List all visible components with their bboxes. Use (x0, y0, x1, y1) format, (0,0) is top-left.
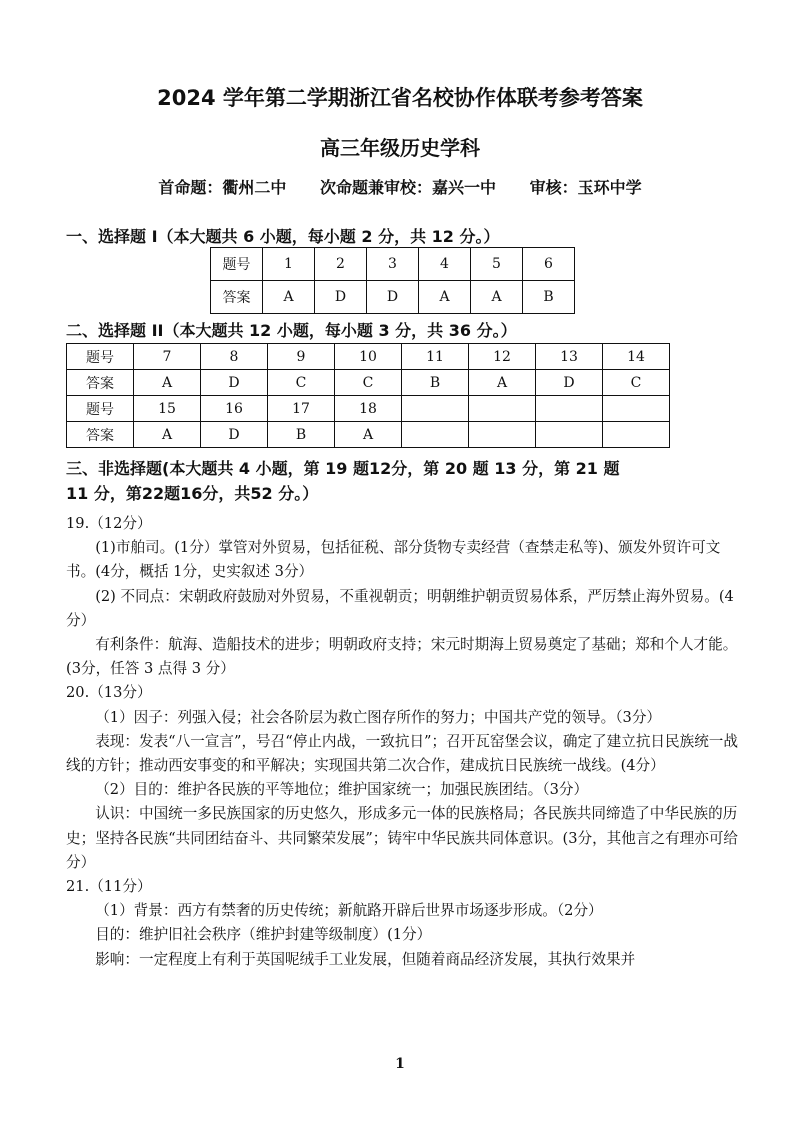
question-number (603, 396, 670, 422)
question-number: 8 (201, 344, 268, 370)
answer-cell: A (134, 422, 201, 448)
row-label: 答案 (67, 370, 134, 396)
section3-heading (66, 456, 740, 506)
table-row (67, 422, 670, 448)
answer-cell: D (367, 281, 419, 314)
question-number: 7 (134, 344, 201, 370)
question-number: 16 (201, 396, 268, 422)
answer-cell: D (315, 281, 367, 314)
question-number: 12 (469, 344, 536, 370)
question-number: 3 (367, 248, 419, 281)
table-row (211, 281, 575, 314)
q21-part3: 影响：一定程度上有利于英国呢绒手工业发展，但随着商品经济发展，其执行效果并 (95, 950, 636, 968)
section2-answer-table (66, 343, 670, 448)
answer-cell (536, 422, 603, 448)
author-second: 次命题兼审校：嘉兴一中 (319, 178, 496, 197)
row-label: 答案 (211, 281, 263, 314)
answer-cell: C (603, 370, 670, 396)
answer-cell: B (523, 281, 575, 314)
question-number: 4 (419, 248, 471, 281)
section1-answer-table (210, 247, 575, 314)
question-number: 17 (268, 396, 335, 422)
q19-part1: (1)市舶司。(1分）掌管对外贸易，包括征税、部分货物专卖经营（查禁走私等)、颁发外贸许可文书。(4分，概括 1分，史实叙述 3分） (66, 539, 721, 581)
answer-cell: A (471, 281, 523, 314)
answer-cell: A (469, 370, 536, 396)
answer-cell (469, 422, 536, 448)
question-number: 1 (263, 248, 315, 281)
question-21-label: 21.（11分） (66, 878, 152, 896)
table-row (67, 396, 670, 422)
answer-body (66, 512, 740, 972)
question-number: 18 (335, 396, 402, 422)
section2-heading: 二、选择题 II（本大题共 12 小题，每小题 3 分，共 36 分。） (66, 321, 517, 340)
row-label: 题号 (211, 248, 263, 281)
answer-cell: A (419, 281, 471, 314)
section1-heading: 一、选择题 I（本大题共 6 小题，每小题 2 分，共 12 分。） (66, 227, 500, 246)
question-number: 9 (268, 344, 335, 370)
row-label: 答案 (67, 422, 134, 448)
question-number (402, 396, 469, 422)
page-subtitle: 高三年级历史学科 (320, 136, 480, 160)
question-number: 6 (523, 248, 575, 281)
table-row (67, 344, 670, 370)
q20-part3: （2）目的：维护各民族的平等地位；维护国家统一；加强民族团结。（3分） (95, 781, 589, 799)
q19-part2: (2) 不同点：宋朝政府鼓励对外贸易，不重视朝贡；明朝维护朝贡贸易体系，严厉禁止海外贸易。(4分） (66, 587, 734, 629)
section3-heading-line1: 三、非选择题(本大题共 4 小题，第 19 题12分，第 20 题 13 分，第 21 题 (66, 459, 620, 478)
answer-cell: B (402, 370, 469, 396)
author-reviewer: 审核：玉环中学 (529, 178, 642, 197)
q20-part4: 认识：中国统一多民族国家的历史悠久，形成多元一体的民族格局；各民族共同缔造了中华民族的历史；坚持各民族“共同团结奋斗、共同繁荣发展”；铸牢中华民族共同体意识。(3分，其他言之有理亦可给分） (66, 805, 739, 871)
q19-part3: 有利条件：航海、造船技术的进步；明朝政府支持；宋元时期海上贸易奠定了基础；郑和个人才能。(3分，任答 3 点得 3 分） (66, 636, 738, 678)
question-20-label: 20.（13分） (66, 684, 152, 702)
table-row (67, 370, 670, 396)
author-line (0, 175, 800, 198)
question-number: 15 (134, 396, 201, 422)
answer-cell (402, 422, 469, 448)
q21-part1: （1）背景：西方有禁奢的历史传统；新航路开辟后世界市场逐步形成。（2分） (95, 902, 603, 920)
answer-cell: A (134, 370, 201, 396)
question-number: 2 (315, 248, 367, 281)
q20-part2: 表现：发表“八一宣言”，号召“停止内战，一致抗日”；召开瓦窑堡会议，确定了建立抗日民族统一战线的方针；推动西安事变的和平解决；实现国共第二次合作，建成抗日民族统一战线。(4分） (66, 732, 738, 775)
answer-cell (603, 422, 670, 448)
author-first: 首命题：衢州二中 (158, 178, 287, 197)
answer-cell: A (335, 422, 402, 448)
answer-cell: D (201, 422, 268, 448)
question-number: 5 (471, 248, 523, 281)
answer-cell: B (268, 422, 335, 448)
page-number: 1 (395, 1056, 405, 1072)
question-number (469, 396, 536, 422)
question-number: 13 (536, 344, 603, 370)
answer-cell: A (263, 281, 315, 314)
answer-cell: C (335, 370, 402, 396)
question-number (536, 396, 603, 422)
answer-cell: C (268, 370, 335, 396)
section3-heading-line2: 11 分，第22题16分，共52 分。） (66, 484, 319, 503)
q21-part2: 目的：维护旧社会秩序（维护封建等级制度）(1分） (95, 926, 432, 944)
row-label: 题号 (67, 344, 134, 370)
answer-cell: D (201, 370, 268, 396)
question-number: 10 (335, 344, 402, 370)
table-row (211, 248, 575, 281)
page-title: 2024 学年第二学期浙江省名校协作体联考参考答案 (157, 86, 643, 110)
question-19-label: 19.（12分） (66, 515, 152, 532)
row-label: 题号 (67, 396, 134, 422)
q20-part1: （1）因子：列强入侵；社会各阶层为救亡图存所作的努力；中国共产党的领导。（3分） (95, 708, 662, 726)
answer-cell: D (536, 370, 603, 396)
question-number: 11 (402, 344, 469, 370)
question-number: 14 (603, 344, 670, 370)
